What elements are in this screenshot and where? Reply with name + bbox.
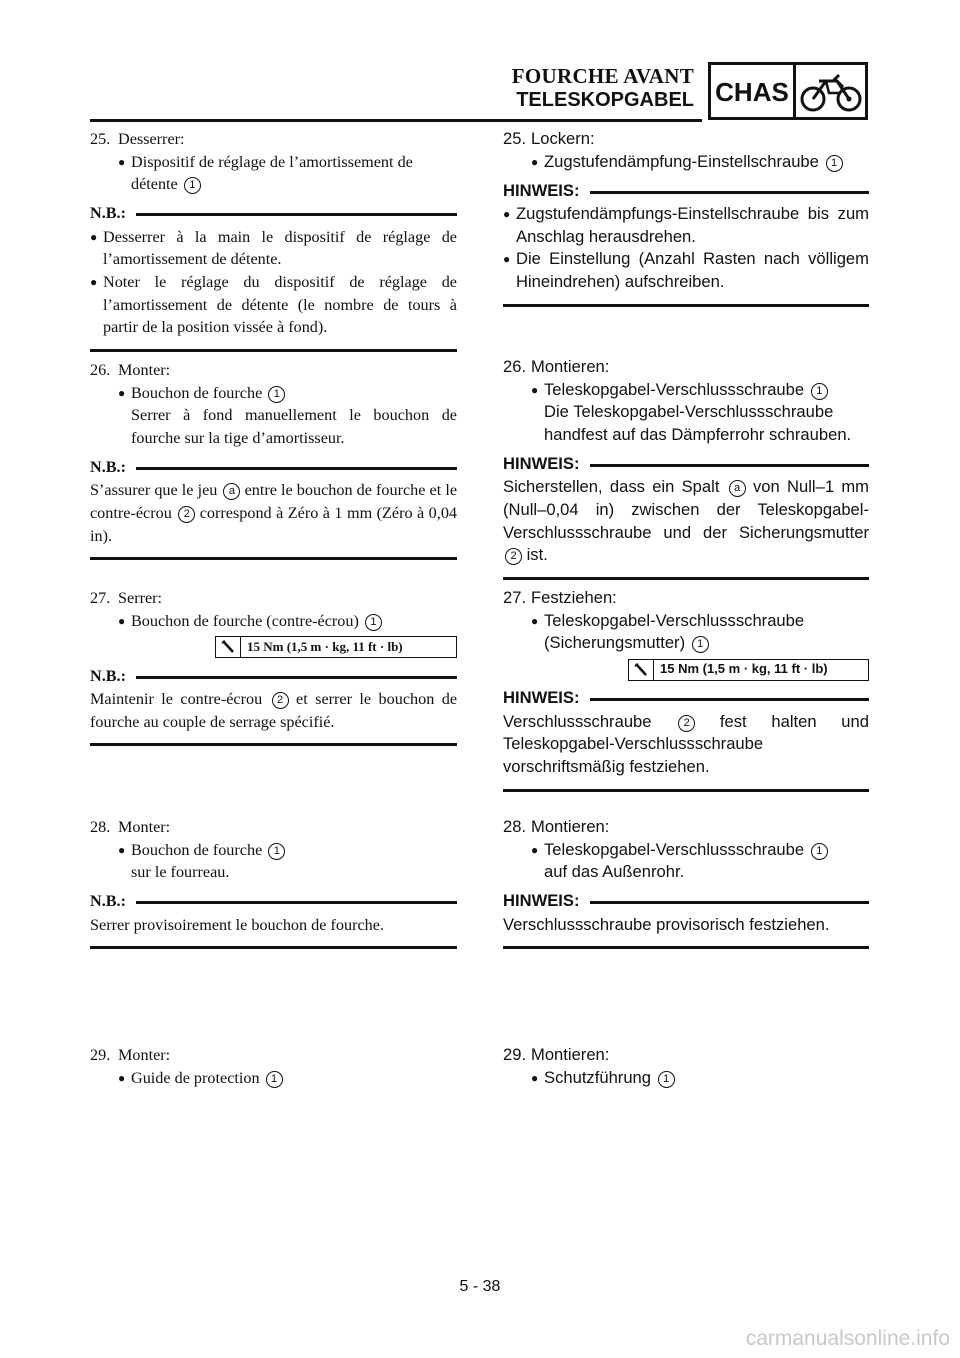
- note-rule: [590, 191, 869, 194]
- bullet-icon: ●: [118, 613, 126, 628]
- chassis-badge-divider: [793, 65, 796, 117]
- note-text: [90, 479, 457, 547]
- note-text-a: S’assurer que le jeu: [90, 481, 218, 500]
- step-item: Bouchon de fourche: [131, 383, 263, 402]
- header-title-fr: FOURCHE AVANT: [511, 64, 694, 88]
- note-end-rule: [503, 946, 869, 949]
- note-header: [90, 202, 457, 226]
- page-number: 5 - 38: [459, 1278, 501, 1295]
- step-item: Zugstufendämpfung-Einstellschraube: [544, 151, 819, 171]
- note-end-rule: [90, 743, 457, 746]
- note-label: N.B.:: [90, 892, 126, 911]
- note-rule: [136, 676, 457, 679]
- fr-step-29: [90, 1044, 457, 1089]
- note-label: HINWEIS:: [503, 891, 580, 911]
- ref-number: 1: [268, 386, 285, 403]
- step-item: Dispositif de réglage de l’amortissement de: [131, 152, 413, 171]
- step-number: 25.: [90, 130, 111, 148]
- ref-number: 1: [268, 843, 285, 860]
- bullet-icon: ●: [90, 274, 98, 289]
- note-rule: [136, 901, 457, 904]
- step-text: Die Teleskopgabel-Verschlussschraube handfest auf das Dämpferrohr schrauben.: [544, 402, 852, 444]
- step-title: Montieren:: [531, 817, 610, 836]
- step-text: sur le fourreau.: [131, 863, 230, 882]
- bullet-icon: ●: [118, 1070, 126, 1085]
- step-title: Monter:: [118, 818, 171, 836]
- bullet-icon: ●: [531, 842, 539, 857]
- note-header: [503, 452, 869, 476]
- bullet-icon: ●: [531, 154, 539, 169]
- note-label: N.B.:: [90, 458, 126, 477]
- bullet-icon: ●: [118, 154, 126, 169]
- note-rule: [590, 901, 869, 904]
- de-step-27: [503, 587, 869, 792]
- note-text-a: Maintenir le contre-écrou: [90, 690, 263, 709]
- step-text: Serrer à fond manuellement le bouchon de fourche sur la tige d’amortisseur.: [131, 406, 457, 447]
- ref-number: 1: [184, 177, 201, 194]
- fr-step-26: [90, 359, 457, 560]
- note-text: [503, 711, 869, 779]
- torque-value: 15 Nm (1,5 m · kg, 11 ft · lb): [247, 638, 403, 654]
- note-end-rule: [503, 577, 869, 580]
- step-item-cont: (Sicherungsmutter): [544, 633, 686, 653]
- note-rule: [136, 213, 457, 216]
- ref-number: 1: [365, 614, 382, 631]
- ref-letter: a: [729, 480, 746, 497]
- ref-number: 1: [266, 1071, 283, 1088]
- note-text-c: correspond à Zéro à 1 mm (Zéro à 0,04 in).: [90, 503, 458, 545]
- note-end-rule: [503, 304, 869, 307]
- watermark: carmanualsonline.info: [745, 1327, 950, 1350]
- fr-step-28: [90, 816, 457, 949]
- wrench-icon: [629, 660, 654, 680]
- note-text-b: entre le bouchon de fourche et le contre-écrou: [90, 481, 458, 522]
- step-title: Montieren:: [531, 1045, 610, 1064]
- bullet-icon: ●: [118, 842, 126, 857]
- note-header: [90, 455, 457, 479]
- de-step-28: [503, 816, 869, 949]
- note-label: N.B.:: [90, 204, 126, 223]
- note-text: [90, 688, 457, 733]
- note-end-rule: [503, 789, 869, 792]
- note-end-rule: [90, 349, 457, 352]
- wrench-icon: [216, 637, 241, 657]
- note-text-a: Verschlussschraube: [503, 711, 652, 731]
- step-item: Bouchon de fourche (contre-écrou): [131, 611, 359, 630]
- step-title: Monter:: [118, 361, 171, 379]
- chassis-badge: [708, 62, 868, 120]
- fr-step-25: [90, 128, 457, 352]
- step-item-cont: détente: [131, 175, 178, 194]
- note-rule: [590, 464, 869, 467]
- step-title: Lockern:: [531, 129, 595, 148]
- note-item: Noter le réglage du dispositif de réglage de l’amortissement de détente (le nombre de tours à partir de la position vissée à fond).: [103, 272, 457, 337]
- de-step-29: [503, 1044, 869, 1089]
- step-title: Desserrer:: [118, 130, 185, 148]
- de-step-25: [503, 128, 869, 307]
- step-item: Teleskopgabel-Verschlussschraube: [544, 839, 805, 859]
- bullet-icon: ●: [90, 229, 98, 244]
- step-number: 25.: [503, 129, 527, 148]
- step-number: 27.: [90, 589, 111, 607]
- bullet-icon: ●: [531, 1070, 539, 1085]
- note-header: [503, 890, 869, 914]
- step-title: Serrer:: [118, 589, 163, 607]
- step-number: 28.: [503, 817, 527, 836]
- note-text: [503, 476, 869, 566]
- step-item: Teleskopgabel-Verschlussschraube: [544, 610, 805, 630]
- note-text: Serrer provisoirement le bouchon de fourche.: [90, 915, 384, 934]
- torque-value: 15 Nm (1,5 m · kg, 11 ft · lb): [660, 661, 828, 677]
- note-item: Die Einstellung (Anzahl Rasten nach völligem Hineindrehen) aufschreiben.: [516, 249, 869, 291]
- step-number: 27.: [503, 588, 527, 607]
- bullet-icon: ●: [503, 207, 511, 222]
- note-text-b: von Null–1 mm (Null–0,04 in) zwischen der Teleskopgabel-Verschlussschraube und der Sicherungsmutter: [503, 477, 869, 542]
- torque-spec: [628, 659, 869, 681]
- step-item: Schutzführung: [544, 1067, 652, 1087]
- ref-number: 1: [692, 636, 709, 653]
- note-header: [90, 890, 457, 914]
- step-text: auf das Außenrohr.: [544, 862, 685, 882]
- ref-number: 2: [678, 715, 695, 732]
- note-header: [503, 179, 869, 203]
- bullet-icon: ●: [118, 385, 126, 400]
- header-title-de: TELESKOPGABEL: [516, 89, 694, 111]
- ref-number: 2: [178, 506, 195, 523]
- fr-step-27: [90, 587, 457, 746]
- step-title: Festziehen:: [531, 588, 617, 607]
- note-text: Verschlussschraube provisorisch festziehen.: [503, 914, 830, 934]
- step-number: 26.: [503, 357, 527, 376]
- note-text-c: ist.: [526, 545, 548, 565]
- bullet-icon: ●: [531, 613, 539, 628]
- step-number: 29.: [503, 1045, 527, 1064]
- note-header: [503, 687, 869, 711]
- step-number: 28.: [90, 818, 111, 836]
- note-text-b: fest halten und Teleskopgabel-Verschlussschraube vorschriftsmäßig festziehen.: [503, 711, 869, 776]
- ref-number: 2: [272, 692, 289, 709]
- note-item: Zugstufendämpfungs-Einstellschraube bis zum Anschlag herausdrehen.: [516, 204, 869, 246]
- note-rule: [590, 698, 869, 701]
- bullet-icon: ●: [531, 382, 539, 397]
- de-step-26: [503, 356, 869, 580]
- note-label: N.B.:: [90, 666, 126, 685]
- bullet-icon: ●: [503, 252, 511, 267]
- header-rule: [90, 119, 702, 122]
- ref-letter: a: [223, 483, 240, 500]
- step-title: Monter:: [118, 1046, 171, 1064]
- note-text-b: et serrer le bouchon de fourche au couple de serrage spécifié.: [90, 690, 458, 731]
- chassis-badge-label: CHAS: [715, 77, 789, 107]
- ref-number: 1: [811, 383, 828, 400]
- note-label: HINWEIS:: [503, 688, 580, 708]
- note-end-rule: [90, 557, 457, 560]
- step-number: 26.: [90, 361, 111, 379]
- ref-number: 1: [811, 843, 828, 860]
- ref-number: 2: [505, 548, 522, 565]
- note-item: Desserrer à la main le dispositif de réglage de l’amortissement de détente.: [103, 227, 457, 269]
- note-rule: [136, 467, 457, 470]
- step-title: Montieren:: [531, 357, 610, 376]
- step-item: Bouchon de fourche: [131, 840, 263, 859]
- motorcycle-icon: [799, 69, 863, 115]
- note-text-a: Sicherstellen, dass ein Spalt: [503, 477, 720, 497]
- step-number: 29.: [90, 1046, 111, 1064]
- note-label: HINWEIS:: [503, 454, 580, 474]
- note-end-rule: [90, 946, 457, 949]
- step-item: Teleskopgabel-Verschlussschraube: [544, 379, 805, 399]
- note-header: [90, 664, 457, 688]
- ref-number: 1: [658, 1071, 675, 1088]
- torque-spec: [215, 636, 457, 658]
- ref-number: 1: [826, 155, 843, 172]
- note-label: HINWEIS:: [503, 180, 580, 200]
- step-item: Guide de protection: [131, 1068, 260, 1087]
